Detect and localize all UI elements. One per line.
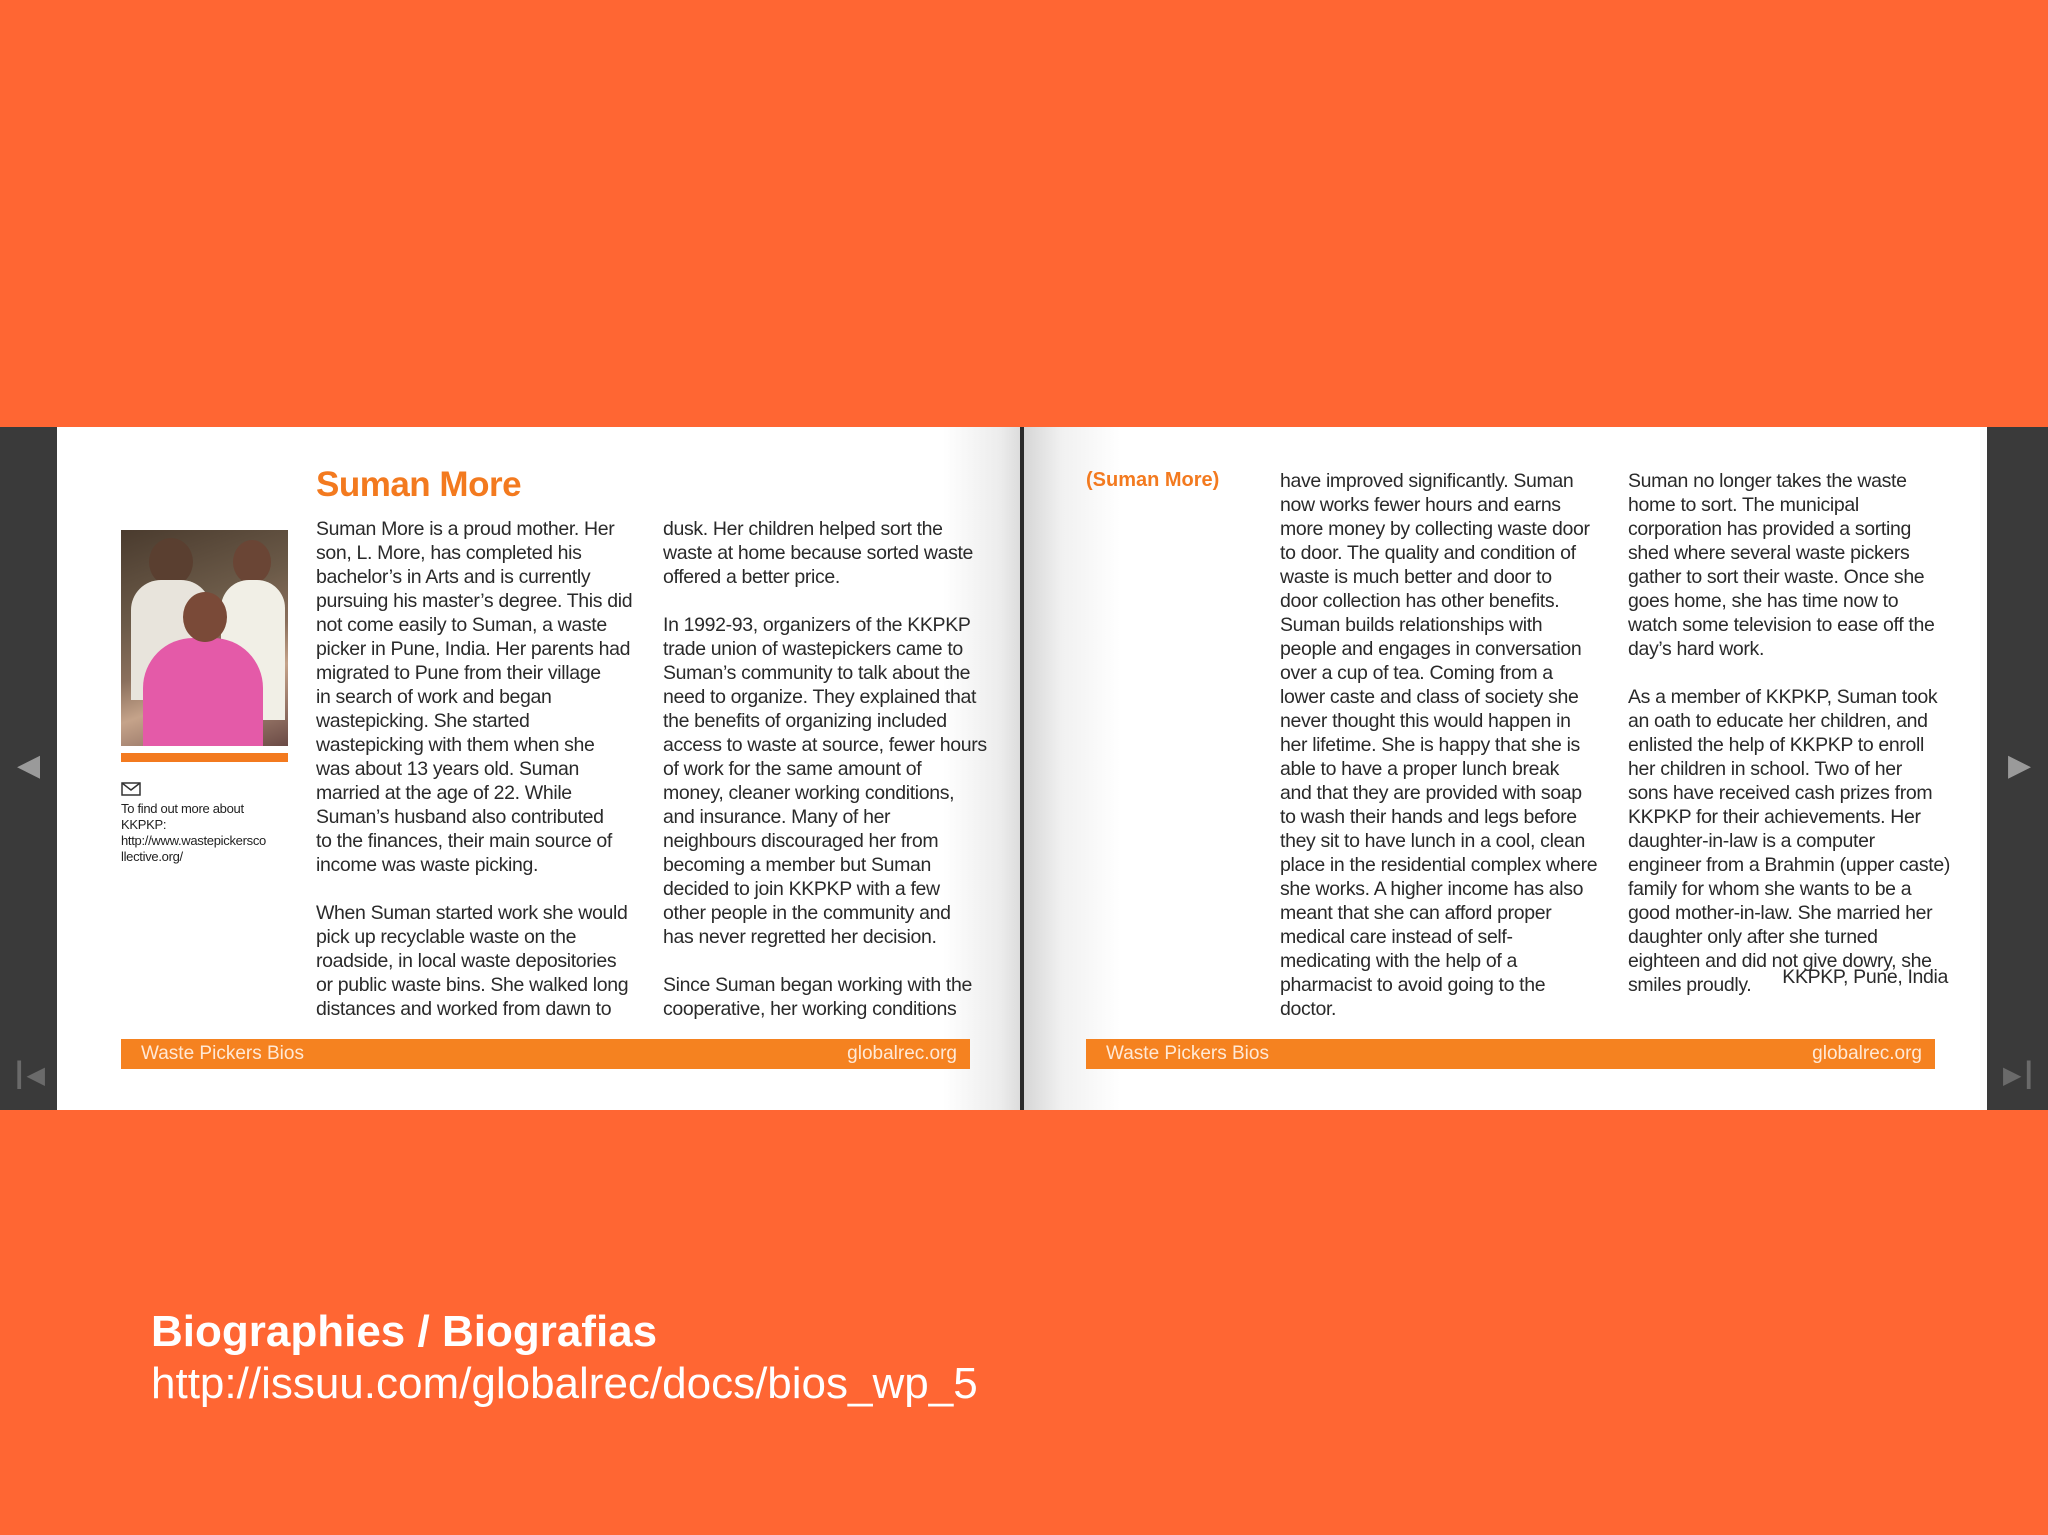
text-line: and that they are provided with soap xyxy=(1280,782,1582,804)
left-column-2 xyxy=(663,517,987,1045)
text-line: never thought this would happen in xyxy=(1280,710,1571,732)
left-footer-bar xyxy=(121,1039,970,1069)
photo-figure-head xyxy=(183,592,227,642)
triangle-left-icon: ◀ xyxy=(16,748,41,782)
paragraph xyxy=(1280,469,1600,1021)
next-page-button[interactable] xyxy=(1991,735,2048,795)
text-line: pick up recyclable waste on the xyxy=(316,926,577,948)
text-line: cooperative, her working conditions xyxy=(663,998,957,1020)
text-line: pursuing his master’s degree. This did xyxy=(316,590,633,612)
portrait-photo xyxy=(121,530,288,746)
photo-accent-bar xyxy=(121,753,288,762)
prev-page-button[interactable] xyxy=(0,735,57,795)
text-line: gather to sort their waste. Once she xyxy=(1628,566,1925,588)
text-line: need to organize. They explained that xyxy=(663,686,977,708)
left-column-1 xyxy=(316,517,636,1045)
text-line: they sit to have lunch in a cool, clean xyxy=(1280,830,1586,852)
caption-url[interactable]: http://issuu.com/globalrec/docs/bios_wp_5 xyxy=(151,1359,978,1408)
text-line: and insurance. Many of her xyxy=(663,806,891,828)
paragraph xyxy=(663,613,987,949)
text-line: engineer from a Brahmin (upper caste) xyxy=(1628,854,1950,876)
last-page-button[interactable] xyxy=(1991,1045,2048,1105)
text-line: smiles proudly. xyxy=(1628,974,1752,996)
footer-publication: Waste Pickers Bios xyxy=(1106,1043,1269,1064)
text-line: family for whom she wants to be a xyxy=(1628,878,1912,900)
text-line: the benefits of organizing included xyxy=(663,710,947,732)
page-title: Suman More xyxy=(316,465,522,504)
text-line: KKPKP for their achievements. Her xyxy=(1628,806,1921,828)
continued-tag: (Suman More) xyxy=(1086,469,1220,491)
text-line: meant that she can afford proper xyxy=(1280,902,1552,924)
envelope-icon xyxy=(121,782,141,796)
paragraph xyxy=(663,973,983,1021)
text-line: roadside, in local waste depositories xyxy=(316,950,617,972)
right-page xyxy=(1024,427,1987,1110)
text-line: offered a better price. xyxy=(663,566,840,588)
sidebar-note xyxy=(121,801,291,865)
text-line: migrated to Pune from their village xyxy=(316,662,601,684)
text-line: day’s hard work. xyxy=(1628,638,1765,660)
paragraph xyxy=(316,517,636,877)
paragraph xyxy=(316,901,636,1021)
text-line: When Suman started work she would xyxy=(316,902,628,924)
text-line: doctor. xyxy=(1280,998,1337,1020)
sidebar-note-line: KKPKP: xyxy=(121,817,167,832)
slide-caption xyxy=(151,1306,978,1410)
text-line: neighbours discouraged her from xyxy=(663,830,939,852)
text-line: have improved significantly. Suman xyxy=(1280,470,1574,492)
text-line: an oath to educate her children, and xyxy=(1628,710,1928,732)
text-line: money, cleaner working conditions, xyxy=(663,782,955,804)
text-line: more money by collecting waste door xyxy=(1280,518,1590,540)
text-line: shed where several waste pickers xyxy=(1628,542,1910,564)
text-line: in search of work and began xyxy=(316,686,552,708)
text-line: place in the residential complex where xyxy=(1280,854,1598,876)
text-line: to the finances, their main source of xyxy=(316,830,612,852)
text-line: she works. A higher income has also xyxy=(1280,878,1584,900)
footer-site: globalrec.org xyxy=(1812,1043,1922,1064)
text-line: daughter only after she turned xyxy=(1628,926,1878,948)
text-line: daughter-in-law is a computer xyxy=(1628,830,1875,852)
text-line: As a member of KKPKP, Suman took xyxy=(1628,686,1938,708)
text-line: corporation has provided a sorting xyxy=(1628,518,1911,540)
text-line: medicating with the help of a xyxy=(1280,950,1517,972)
text-line: waste at home because sorted waste xyxy=(663,542,974,564)
text-line: other people in the community and xyxy=(663,902,951,924)
text-line: Since Suman began working with the xyxy=(663,974,972,996)
text-line: dusk. Her children helped sort the xyxy=(663,518,943,540)
text-line: Suman no longer takes the waste xyxy=(1628,470,1907,492)
text-line: Suman’s community to talk about the xyxy=(663,662,971,684)
skip-first-icon: ┃◀ xyxy=(12,1061,45,1089)
paragraph xyxy=(1628,469,1948,661)
text-line: medical care instead of self- xyxy=(1280,926,1513,948)
text-line: wastepicking. She started xyxy=(316,710,530,732)
text-line: to door. The quality and condition of xyxy=(1280,542,1576,564)
text-line: In 1992-93, organizers of the KKPKP xyxy=(663,614,971,636)
text-line: has never regretted her decision. xyxy=(663,926,937,948)
text-line: decided to join KKPKP with a few xyxy=(663,878,940,900)
text-line: sons have received cash prizes from xyxy=(1628,782,1933,804)
text-line: married at the age of 22. While xyxy=(316,782,572,804)
text-line: distances and worked from dawn to xyxy=(316,998,612,1020)
sidebar-note-link[interactable]: llective.org/ xyxy=(121,849,183,864)
text-line: Suman builds relationships with xyxy=(1280,614,1543,636)
text-line: son, L. More, has completed his xyxy=(316,542,582,564)
text-line: watch some television to ease off the xyxy=(1628,614,1935,636)
text-line: of work for the same amount of xyxy=(663,758,922,780)
text-line: or public waste bins. She walked long xyxy=(316,974,629,996)
text-line: trade union of wastepickers came to xyxy=(663,638,963,660)
text-line: pharmacist to avoid going to the xyxy=(1280,974,1546,996)
text-line: eighteen and did not give dowry, she xyxy=(1628,950,1932,972)
text-line: door collection has other benefits. xyxy=(1280,590,1560,612)
text-line: not come easily to Suman, a waste xyxy=(316,614,607,636)
photo-figure-head xyxy=(149,538,193,586)
skip-last-icon: ▶┃ xyxy=(2003,1061,2036,1089)
text-line: Suman More is a proud mother. Her xyxy=(316,518,615,540)
left-page xyxy=(57,427,1020,1110)
paragraph xyxy=(663,517,983,589)
text-line: was about 13 years old. Suman xyxy=(316,758,580,780)
text-line: to wash their hands and legs before xyxy=(1280,806,1577,828)
text-line: picker in Pune, India. Her parents had xyxy=(316,638,631,660)
sidebar-note-link[interactable]: http://www.wastepickersco xyxy=(121,833,266,848)
text-line: becoming a member but Suman xyxy=(663,854,932,876)
signature-block xyxy=(1628,965,1948,989)
footer-site: globalrec.org xyxy=(847,1043,957,1064)
text-line: now works fewer hours and earns xyxy=(1280,494,1561,516)
text-line: bachelor’s in Arts and is currently xyxy=(316,566,591,588)
right-footer-bar xyxy=(1086,1039,1935,1069)
signature: KKPKP, Pune, India xyxy=(1782,966,1948,988)
photo-figure-head xyxy=(233,540,271,584)
text-line: good mother-in-law. She married her xyxy=(1628,902,1933,924)
photo-figure-body xyxy=(143,638,263,746)
text-line: able to have a proper lunch break xyxy=(1280,758,1559,780)
text-line: income was waste picking. xyxy=(316,854,539,876)
text-line: over a cup of tea. Coming from a xyxy=(1280,662,1553,684)
paragraph xyxy=(1628,685,1948,997)
text-line: her lifetime. She is happy that she is xyxy=(1280,734,1580,756)
text-line: waste is much better and door to xyxy=(1280,566,1552,588)
footer-publication: Waste Pickers Bios xyxy=(141,1043,304,1064)
text-line: enlisted the help of KKPKP to enroll xyxy=(1628,734,1924,756)
text-line: her children in school. Two of her xyxy=(1628,758,1902,780)
text-line: goes home, she has time now to xyxy=(1628,590,1899,612)
triangle-right-icon: ▶ xyxy=(2007,748,2032,782)
sidebar-note-line: To find out more about xyxy=(121,801,244,816)
right-column-1 xyxy=(1280,469,1600,1045)
text-line: home to sort. The municipal xyxy=(1628,494,1859,516)
text-line: Suman’s husband also contributed xyxy=(316,806,604,828)
caption-title: Biographies / Biografias xyxy=(151,1307,658,1356)
text-line: lower caste and class of society she xyxy=(1280,686,1579,708)
right-column-2 xyxy=(1628,469,1948,1021)
text-line: access to waste at source, fewer hours xyxy=(663,734,987,756)
text-line: people and engages in conversation xyxy=(1280,638,1582,660)
first-page-button[interactable] xyxy=(0,1045,57,1105)
text-line: wastepicking with them when she xyxy=(316,734,595,756)
